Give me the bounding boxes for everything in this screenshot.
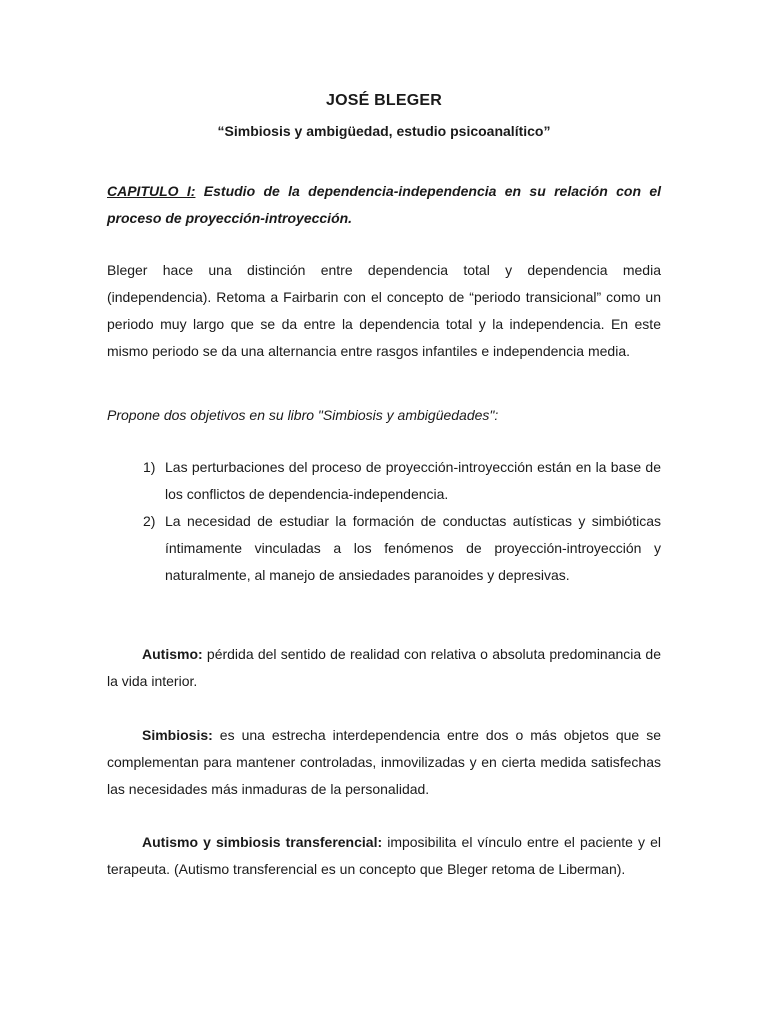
- definition-term: Simbiosis:: [142, 727, 213, 743]
- intro-paragraph: Bleger hace una distinción entre dependencia total y dependencia media (independencia). Retoma a Fairbarin con el concepto de “periodo transicional” como un periodo muy largo que se da entre la dependencia total y la independencia. En este mismo periodo se da una alternancia entre rasgos infantiles e independencia media.: [107, 262, 661, 359]
- definition-simbiosis: [107, 722, 661, 803]
- definition-text: pérdida del sentido de realidad con relativa o absoluta predominancia de la vida interior.: [107, 646, 661, 689]
- list-item-text: La necesidad de estudiar la formación de conductas autísticas y simbióticas íntimamente vinculadas a los fenómenos de proyección-introyección y naturalmente, al manejo de ansiedades paranoides y depresivas.: [165, 513, 661, 583]
- definition-term: Autismo y simbiosis transferencial:: [142, 834, 383, 850]
- list-item: [143, 454, 661, 508]
- list-item-number: 1): [143, 459, 156, 475]
- objectives-list: [143, 454, 661, 589]
- document-title: JOSÉ BLEGER: [325, 92, 442, 109]
- chapter-text: Estudio de la dependencia-independencia en su relación con el proceso de proyección-introyección.: [107, 183, 662, 226]
- list-item-number: 2): [143, 513, 156, 529]
- list-item: [143, 508, 661, 589]
- definition-text: es una estrecha interdependencia entre dos o más objetos que se complementan para mantener controladas, inmovilizadas y en cierta medida satisfechas las necesidades más inmaduras de la personalidad.: [107, 727, 661, 797]
- definition-autismo: [107, 641, 661, 695]
- document-subtitle: “Simbiosis y ambigüedad, estudio psicoanalítico”: [217, 123, 551, 139]
- definition-term: Autismo:: [142, 646, 203, 662]
- objectives-intro-paragraph: Propone dos objetivos en su libro "Simbiosis y ambigüedades":: [107, 407, 499, 423]
- definition-autismo-simbiosis-transferencial: [107, 829, 661, 883]
- chapter-label: CAPITULO I:: [107, 183, 196, 199]
- chapter-heading: [107, 178, 661, 232]
- definition-text: imposibilita el vínculo entre el paciente y el terapeuta. (Autismo transferencial es un concepto que Bleger retoma de Liberman).: [107, 834, 661, 877]
- list-item-text: Las perturbaciones del proceso de proyección-introyección están en la base de los conflictos de dependencia-independencia.: [165, 459, 661, 502]
